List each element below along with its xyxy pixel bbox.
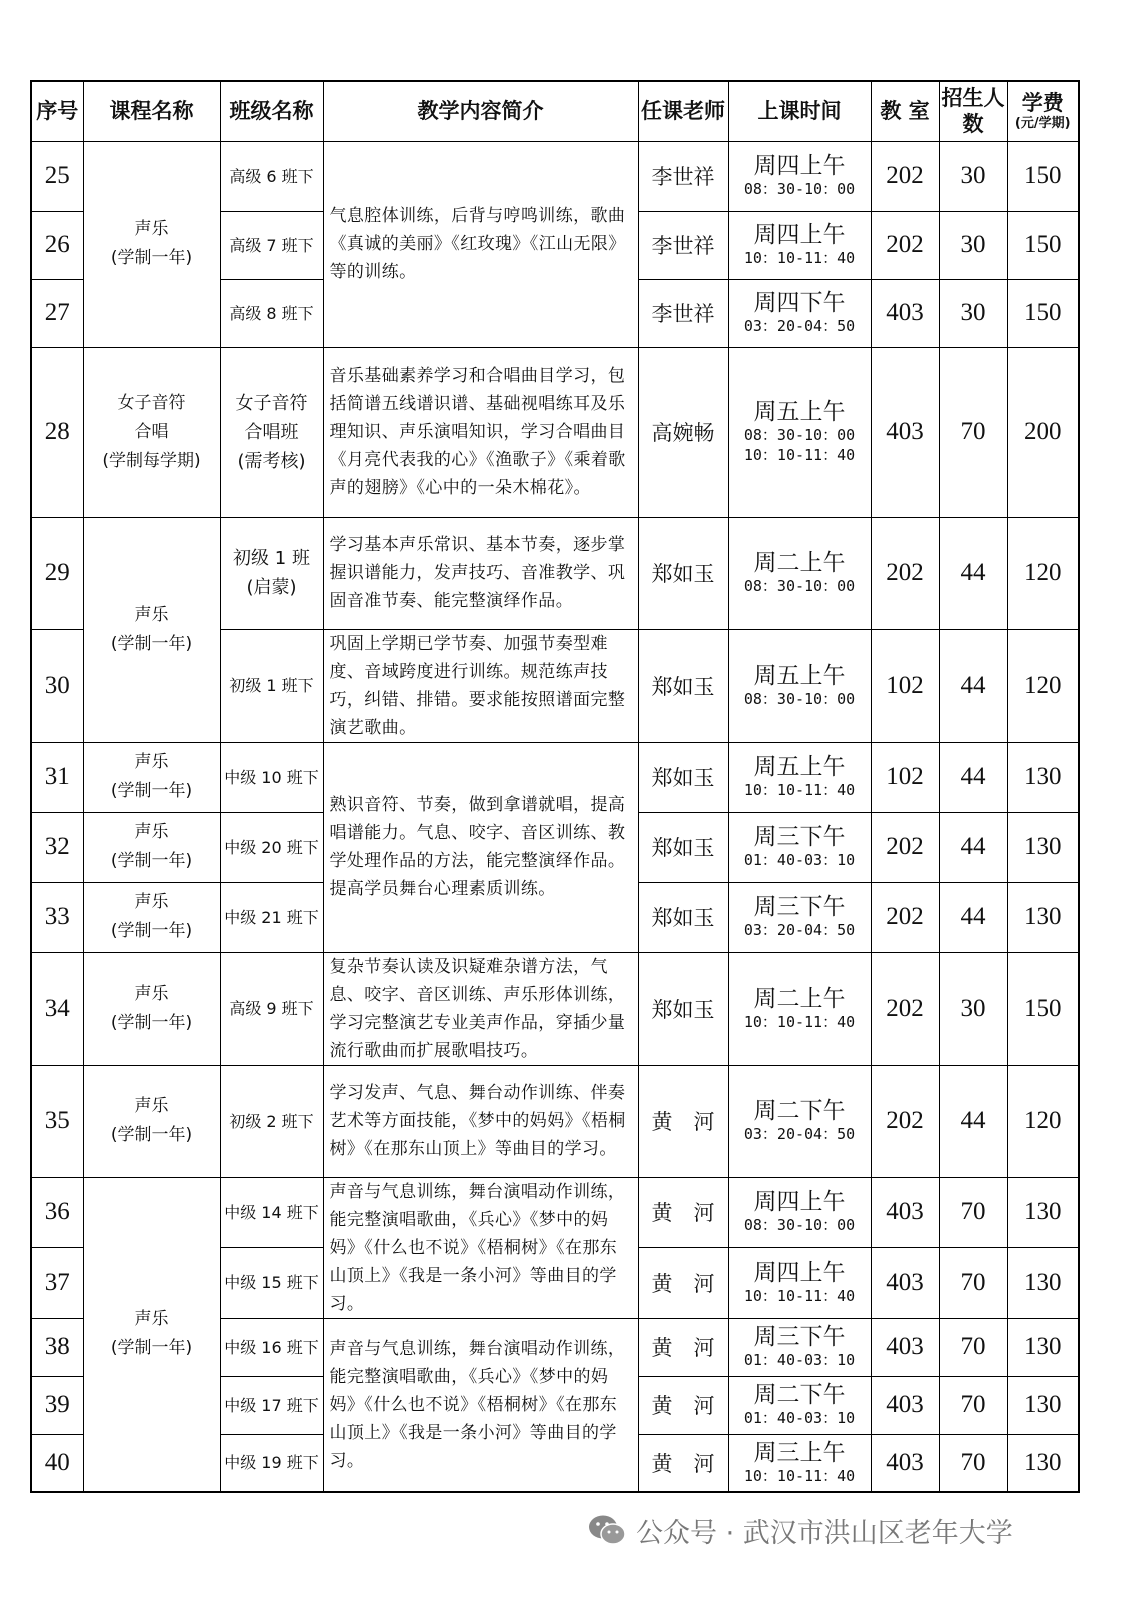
text-line: 声乐 bbox=[134, 1309, 169, 1330]
time-cell bbox=[728, 952, 871, 1065]
text-line: 声乐 bbox=[134, 1096, 169, 1116]
seq-cell: 30 bbox=[31, 629, 83, 742]
time-range: 01：40-03：10 bbox=[743, 1351, 856, 1369]
teacher-cell: 李世祥 bbox=[638, 211, 728, 279]
time-range: 10：10-11：40 bbox=[743, 1286, 856, 1305]
seq-cell: 34 bbox=[31, 952, 83, 1065]
header-enroll: 招生人数 bbox=[939, 81, 1007, 141]
time-range: 10：10-11：40 bbox=[743, 1012, 856, 1031]
text-line: (学制一年) bbox=[110, 781, 193, 801]
fee-cell: 130 bbox=[1007, 812, 1079, 882]
teacher-cell: 黄 河 bbox=[638, 1248, 728, 1319]
header-seq: 序号 bbox=[31, 81, 83, 141]
seq-cell: 29 bbox=[31, 517, 83, 629]
room-cell: 102 bbox=[871, 629, 939, 742]
fee-cell: 130 bbox=[1007, 1434, 1079, 1492]
text-line: 声乐 bbox=[134, 219, 169, 239]
time-range: 08：30-10：00 bbox=[743, 577, 856, 595]
class-cell bbox=[220, 347, 323, 517]
room-cell: 403 bbox=[871, 1318, 939, 1376]
enroll-cell: 70 bbox=[939, 1376, 1007, 1434]
time-range: 03：20-04：50 bbox=[743, 317, 856, 335]
course-cell bbox=[83, 517, 220, 742]
text-line: (学制每学期) bbox=[102, 450, 201, 471]
content-cell: 巩固上学期已学节奏、加强节奏型难度、音域跨度进行训练。规范练声技巧，纠错、排错。要求能按照谱面完整演艺歌曲。 bbox=[323, 629, 638, 742]
content-cell: 熟识音符、节奏，做到拿谱就唱，提高唱谱能力。气息、咬字、音区训练、教学处理作品的方法，能完整演绎作品。提高学员舞台心理素质训练。 bbox=[323, 742, 638, 952]
time-range: 03：20-04：50 bbox=[743, 1125, 856, 1143]
room-cell: 403 bbox=[871, 279, 939, 347]
enroll-cell: 44 bbox=[939, 742, 1007, 812]
class-cell: 高级 7 班下 bbox=[220, 211, 323, 279]
text-line: 合唱班 bbox=[244, 421, 299, 443]
time-range: 01：40-03：10 bbox=[743, 851, 856, 869]
text-line: (学制一年) bbox=[110, 248, 193, 268]
class-cell: 中级 14 班下 bbox=[220, 1177, 323, 1248]
table-row bbox=[31, 141, 1079, 211]
day-label: 周四上午 bbox=[753, 1259, 846, 1286]
enroll-cell: 70 bbox=[939, 1434, 1007, 1492]
day-label: 周五上午 bbox=[753, 662, 846, 689]
watermark bbox=[588, 1508, 1078, 1552]
header-row bbox=[31, 81, 1079, 141]
fee-cell: 130 bbox=[1007, 1318, 1079, 1376]
enroll-cell: 30 bbox=[939, 952, 1007, 1065]
day-label: 周五上午 bbox=[753, 399, 846, 425]
text-line: 女子音符 bbox=[235, 392, 308, 414]
table-row bbox=[31, 347, 1079, 517]
course-schedule-table bbox=[30, 80, 1080, 1493]
header-teacher: 任课老师 bbox=[638, 81, 728, 141]
time-range: 01：40-03：10 bbox=[743, 1409, 856, 1427]
header-content: 教学内容简介 bbox=[323, 81, 638, 141]
teacher-cell: 郑如玉 bbox=[638, 517, 728, 629]
teacher-cell: 黄 河 bbox=[638, 1434, 728, 1492]
day-label: 周二下午 bbox=[753, 1098, 846, 1124]
day-label: 周四上午 bbox=[753, 1189, 846, 1216]
class-cell: 中级 15 班下 bbox=[220, 1248, 323, 1319]
seq-cell: 25 bbox=[31, 141, 83, 211]
text-line: 声乐 bbox=[134, 822, 169, 842]
fee-cell: 120 bbox=[1007, 517, 1079, 629]
enroll-cell: 70 bbox=[939, 347, 1007, 517]
table-row bbox=[31, 517, 1079, 629]
seq-cell: 33 bbox=[31, 882, 83, 952]
day-label: 周四上午 bbox=[753, 153, 846, 179]
course-cell bbox=[83, 347, 220, 517]
course-cell bbox=[83, 882, 220, 952]
time-cell bbox=[728, 1248, 871, 1319]
course-cell bbox=[83, 742, 220, 812]
text-line: 声乐 bbox=[134, 604, 169, 625]
enroll-cell: 30 bbox=[939, 141, 1007, 211]
fee-cell: 120 bbox=[1007, 1065, 1079, 1177]
time-cell bbox=[728, 141, 871, 211]
course-cell bbox=[83, 952, 220, 1065]
seq-cell: 32 bbox=[31, 812, 83, 882]
course-cell bbox=[83, 1177, 220, 1492]
enroll-cell: 70 bbox=[939, 1318, 1007, 1376]
table-row bbox=[31, 952, 1079, 1065]
enroll-cell: 44 bbox=[939, 812, 1007, 882]
room-cell: 403 bbox=[871, 1376, 939, 1434]
class-cell: 初级 2 班下 bbox=[220, 1065, 323, 1177]
day-label: 周三下午 bbox=[753, 894, 846, 920]
time-cell bbox=[728, 347, 871, 517]
fee-cell: 130 bbox=[1007, 742, 1079, 812]
class-cell: 中级 16 班下 bbox=[220, 1318, 323, 1376]
text-line: (学制一年) bbox=[110, 1338, 193, 1359]
room-cell: 202 bbox=[871, 952, 939, 1065]
time-cell bbox=[728, 812, 871, 882]
seq-cell: 27 bbox=[31, 279, 83, 347]
content-cell: 声音与气息训练，舞台演唱动作训练，能完整演唱歌曲，《兵心》《梦中的妈妈》《什么也不说》《梧桐树》《在那东山顶上》《我是一条小河》等曲目的学习。 bbox=[323, 1177, 638, 1318]
room-cell: 102 bbox=[871, 742, 939, 812]
time-cell bbox=[728, 1434, 871, 1492]
class-cell: 中级 10 班下 bbox=[220, 742, 323, 812]
text-line: 初级 1 班 bbox=[233, 548, 310, 569]
content-cell: 学习基本声乐常识、基本节奏，逐步掌握识谱能力，发声技巧、音准教学、巩固音准节奏、能完整演绎作品。 bbox=[323, 517, 638, 629]
time-cell bbox=[728, 1065, 871, 1177]
header-fee: 学费 (元/学期) bbox=[1007, 81, 1079, 141]
enroll-cell: 30 bbox=[939, 211, 1007, 279]
course-cell bbox=[83, 1065, 220, 1177]
teacher-cell: 黄 河 bbox=[638, 1376, 728, 1434]
enroll-cell: 44 bbox=[939, 1065, 1007, 1177]
class-cell: 高级 6 班下 bbox=[220, 141, 323, 211]
watermark-text: 公众号 · 武汉市洪山区老年大学 bbox=[636, 1517, 1013, 1549]
teacher-cell: 郑如玉 bbox=[638, 629, 728, 742]
day-label: 周二上午 bbox=[753, 985, 846, 1012]
room-cell: 202 bbox=[871, 517, 939, 629]
text-line: 声乐 bbox=[134, 892, 169, 912]
seq-cell: 26 bbox=[31, 211, 83, 279]
course-cell bbox=[83, 812, 220, 882]
content-cell: 复杂节奏认读及识疑难杂谱方法，气息、咬字、音区训练、声乐形体训练，学习完整演艺专业美声作品，穿插少量流行歌曲而扩展歌唱技巧。 bbox=[323, 952, 638, 1065]
class-cell: 高级 9 班下 bbox=[220, 952, 323, 1065]
time-cell bbox=[728, 1177, 871, 1248]
time-range: 08：30-10：00 bbox=[743, 689, 856, 708]
table-row bbox=[31, 742, 1079, 812]
seq-cell: 36 bbox=[31, 1177, 83, 1248]
seq-cell: 37 bbox=[31, 1248, 83, 1319]
fee-cell: 150 bbox=[1007, 952, 1079, 1065]
time-range: 08：30-10：00 bbox=[743, 1216, 856, 1235]
room-cell: 403 bbox=[871, 1177, 939, 1248]
fee-cell: 150 bbox=[1007, 211, 1079, 279]
table-body bbox=[31, 141, 1079, 1492]
fee-cell: 130 bbox=[1007, 882, 1079, 952]
time-cell bbox=[728, 882, 871, 952]
time-range: 08：30-10：00 bbox=[743, 180, 856, 198]
enroll-cell: 30 bbox=[939, 279, 1007, 347]
teacher-cell: 李世祥 bbox=[638, 141, 728, 211]
text-line: (需考核) bbox=[237, 450, 306, 472]
teacher-cell: 黄 河 bbox=[638, 1177, 728, 1248]
content-cell: 声音与气息训练，舞台演唱动作训练，能完整演唱歌曲，《兵心》《梦中的妈妈》《什么也不说》《梧桐树》《在那东山顶上》《我是一条小河》等曲目的学习。 bbox=[323, 1318, 638, 1492]
time-range: 10：10-11：40 bbox=[743, 446, 856, 464]
enroll-cell: 70 bbox=[939, 1248, 1007, 1319]
class-cell: 初级 1 班下 bbox=[220, 629, 323, 742]
seq-cell: 38 bbox=[31, 1318, 83, 1376]
text-line: 合唱 bbox=[134, 421, 169, 442]
content-cell: 气息腔体训练，后背与哼鸣训练，歌曲《真诚的美丽》《红玫瑰》《江山无限》等的训练。 bbox=[323, 141, 638, 347]
room-cell: 403 bbox=[871, 1434, 939, 1492]
enroll-cell: 44 bbox=[939, 882, 1007, 952]
class-cell: 中级 20 班下 bbox=[220, 812, 323, 882]
fee-cell: 130 bbox=[1007, 1177, 1079, 1248]
teacher-cell: 李世祥 bbox=[638, 279, 728, 347]
fee-cell: 200 bbox=[1007, 347, 1079, 517]
time-cell bbox=[728, 1376, 871, 1434]
time-cell bbox=[728, 1318, 871, 1376]
enroll-cell: 44 bbox=[939, 629, 1007, 742]
day-label: 周二上午 bbox=[753, 550, 846, 576]
table-row bbox=[31, 1065, 1079, 1177]
teacher-cell: 高婉畅 bbox=[638, 347, 728, 517]
time-range: 10：10-11：40 bbox=[743, 249, 856, 267]
header-course: 课程名称 bbox=[83, 81, 220, 141]
course-cell bbox=[83, 141, 220, 347]
seq-cell: 40 bbox=[31, 1434, 83, 1492]
fee-cell: 130 bbox=[1007, 1376, 1079, 1434]
room-cell: 202 bbox=[871, 1065, 939, 1177]
text-line: 声乐 bbox=[134, 983, 169, 1004]
time-range: 10：10-11：40 bbox=[743, 781, 856, 799]
header-time: 上课时间 bbox=[728, 81, 871, 141]
table-row bbox=[31, 1177, 1079, 1248]
header-class: 班级名称 bbox=[220, 81, 323, 141]
content-cell: 音乐基础素养学习和合唱曲目学习，包括简谱五线谱识谱、基础视唱练耳及乐理知识、声乐演唱知识，学习合唱曲目《月亮代表我的心》《渔歌子》《乘着歌声的翅膀》《心中的一朵木棉花》。 bbox=[323, 347, 638, 517]
enroll-cell: 70 bbox=[939, 1177, 1007, 1248]
text-line: (学制一年) bbox=[110, 851, 193, 871]
seq-cell: 39 bbox=[31, 1376, 83, 1434]
time-cell bbox=[728, 629, 871, 742]
teacher-cell: 郑如玉 bbox=[638, 812, 728, 882]
fee-cell: 150 bbox=[1007, 141, 1079, 211]
wechat-icon bbox=[588, 1513, 626, 1547]
text-line: (学制一年) bbox=[110, 1125, 193, 1145]
text-line: 声乐 bbox=[134, 752, 169, 772]
day-label: 周四下午 bbox=[753, 290, 846, 316]
day-label: 周二下午 bbox=[753, 1382, 846, 1408]
text-line: 女子音符 bbox=[117, 392, 186, 413]
class-cell: 中级 21 班下 bbox=[220, 882, 323, 952]
time-cell bbox=[728, 517, 871, 629]
text-line: (学制一年) bbox=[110, 921, 193, 941]
day-label: 周四上午 bbox=[753, 222, 846, 248]
day-label: 周五上午 bbox=[753, 754, 846, 780]
class-cell: 中级 17 班下 bbox=[220, 1376, 323, 1434]
fee-cell: 130 bbox=[1007, 1248, 1079, 1319]
seq-cell: 35 bbox=[31, 1065, 83, 1177]
room-cell: 403 bbox=[871, 347, 939, 517]
time-cell bbox=[728, 742, 871, 812]
time-cell bbox=[728, 211, 871, 279]
text-line: (学制一年) bbox=[110, 1012, 193, 1033]
teacher-cell: 郑如玉 bbox=[638, 882, 728, 952]
header-room: 教 室 bbox=[871, 81, 939, 141]
content-cell: 学习发声、气息、舞台动作训练、伴奏艺术等方面技能，《梦中的妈妈》《梧桐树》《在那东山顶上》等曲目的学习。 bbox=[323, 1065, 638, 1177]
class-cell bbox=[220, 517, 323, 629]
day-label: 周三下午 bbox=[753, 1324, 846, 1350]
text-line: (启蒙) bbox=[246, 577, 297, 598]
room-cell: 202 bbox=[871, 141, 939, 211]
teacher-cell: 黄 河 bbox=[638, 1318, 728, 1376]
class-cell: 高级 8 班下 bbox=[220, 279, 323, 347]
fee-cell: 120 bbox=[1007, 629, 1079, 742]
time-range: 10：10-11：40 bbox=[743, 1466, 856, 1485]
text-line: (学制一年) bbox=[110, 633, 193, 654]
time-cell bbox=[728, 279, 871, 347]
teacher-cell: 黄 河 bbox=[638, 1065, 728, 1177]
day-label: 周三下午 bbox=[753, 824, 846, 850]
room-cell: 202 bbox=[871, 812, 939, 882]
time-range: 03：20-04：50 bbox=[743, 921, 856, 939]
class-cell: 中级 19 班下 bbox=[220, 1434, 323, 1492]
fee-cell: 150 bbox=[1007, 279, 1079, 347]
room-cell: 202 bbox=[871, 882, 939, 952]
day-label: 周三上午 bbox=[753, 1439, 846, 1466]
enroll-cell: 44 bbox=[939, 517, 1007, 629]
room-cell: 403 bbox=[871, 1248, 939, 1319]
time-range: 08：30-10：00 bbox=[743, 426, 856, 444]
seq-cell: 31 bbox=[31, 742, 83, 812]
teacher-cell: 郑如玉 bbox=[638, 742, 728, 812]
room-cell: 202 bbox=[871, 211, 939, 279]
seq-cell: 28 bbox=[31, 347, 83, 517]
teacher-cell: 郑如玉 bbox=[638, 952, 728, 1065]
